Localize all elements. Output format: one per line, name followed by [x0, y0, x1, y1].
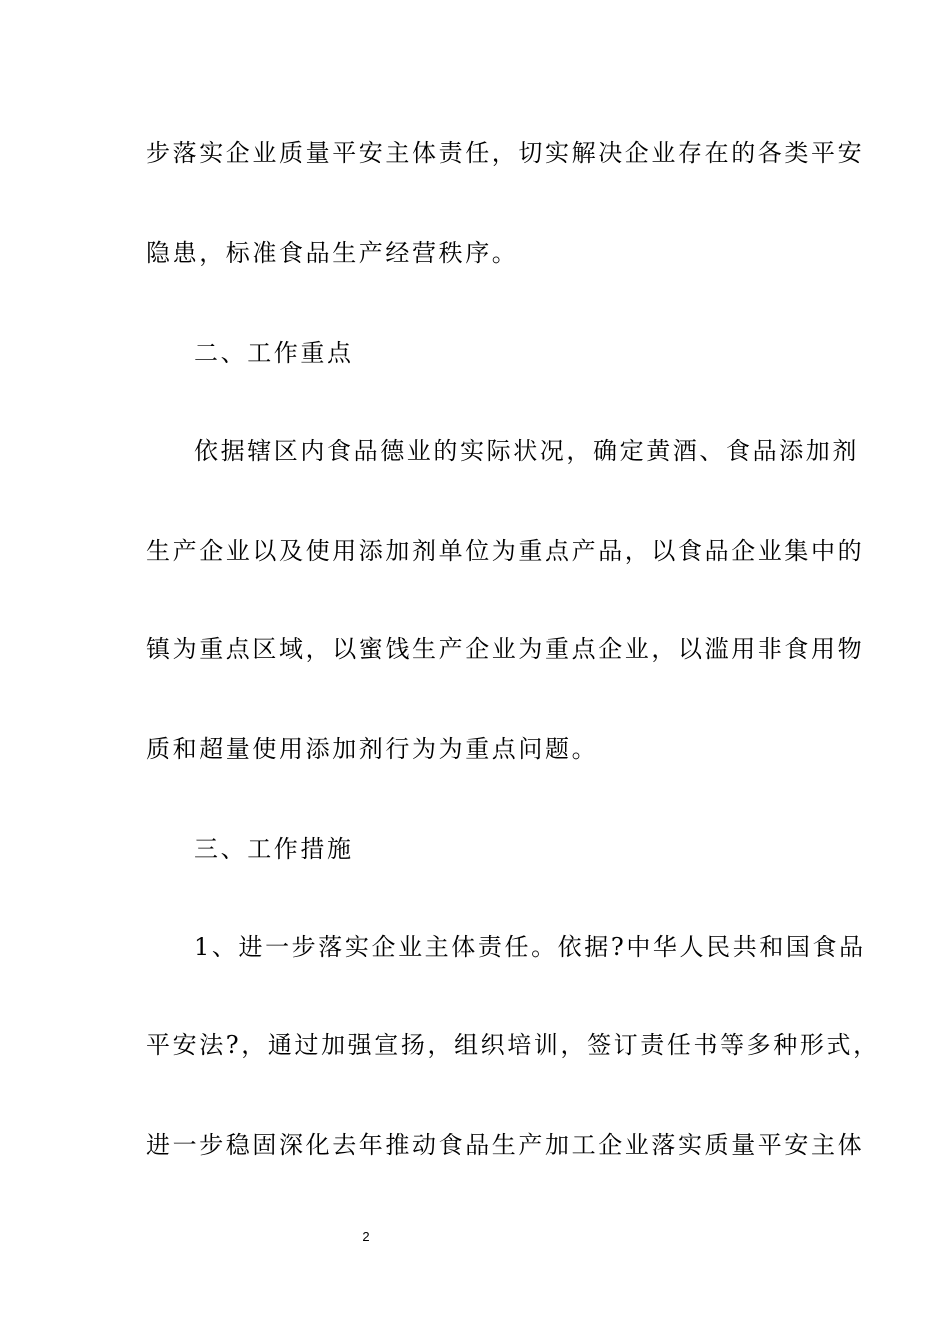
page-number: 2 — [362, 1229, 370, 1244]
body-text-line: 依据辖区内食品德业的实际状况，确定黄酒、食品添加剂 — [194, 437, 859, 465]
body-text-line: 平安法?，通过加强宣扬，组织培训，签订责任书等多种形式， — [146, 1031, 880, 1059]
body-text-line: 1、进一步落实企业主体责任。依据?中华人民共和国食品 — [194, 933, 866, 961]
section-heading: 三、工作措施 — [194, 835, 354, 863]
body-text-line: 质和超量使用添加剂行为为重点问题。 — [146, 735, 599, 763]
body-text-line: 步落实企业质量平安主体责任，切实解决企业存在的各类平安 — [146, 139, 865, 167]
body-text-line: 隐患，标准食品生产经营秩序。 — [146, 239, 519, 267]
section-heading: 二、工作重点 — [194, 339, 354, 367]
body-text-line: 进一步稳固深化去年推动食品生产加工企业落实质量平安主体 — [146, 1131, 865, 1159]
body-text-line: 镇为重点区域，以蜜饯生产企业为重点企业，以滥用非食用物 — [146, 635, 865, 663]
body-text-line: 生产企业以及使用添加剂单位为重点产品，以食品企业集中的 — [146, 537, 865, 565]
